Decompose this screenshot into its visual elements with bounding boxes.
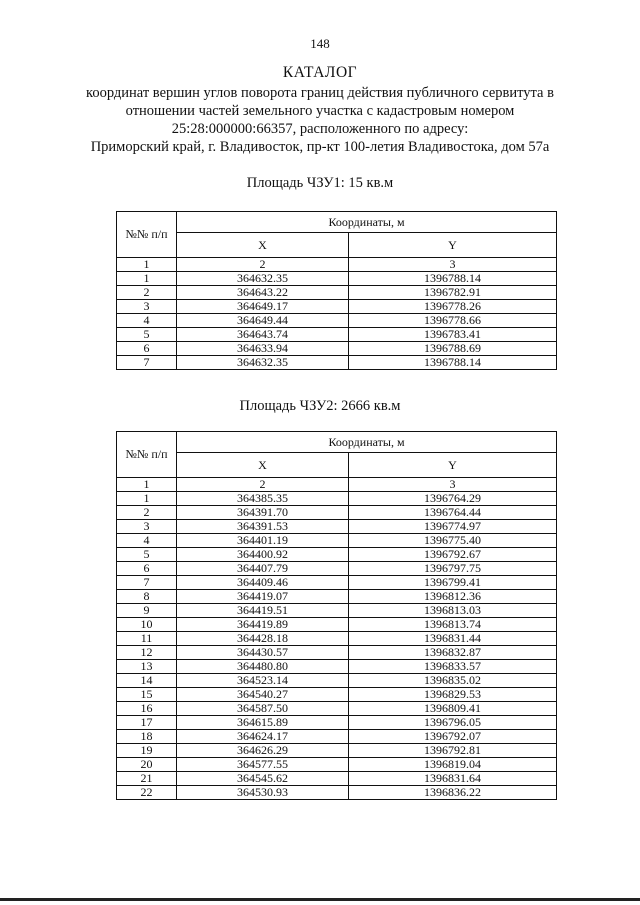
catalog-heading [30,64,610,156]
point-number-cell: 7 [117,576,177,590]
point-number-cell: 7 [117,356,177,370]
x-coordinate-cell: 364649.17 [177,300,349,314]
point-number-cell: 2 [117,506,177,520]
y-coordinate-cell: 1396792.07 [349,730,557,744]
table-row [117,688,557,702]
table-row [117,548,557,562]
y-coordinate-cell: 1396812.36 [349,590,557,604]
x-coordinate-cell: 364643.22 [177,286,349,300]
y-coordinate-cell: 1396835.02 [349,674,557,688]
y-coordinate-cell: 1396764.29 [349,492,557,506]
bottom-rule [0,898,640,901]
x-coordinate-cell: 364624.17 [177,730,349,744]
y-coordinate-cell: 1396792.81 [349,744,557,758]
y-coordinate-cell: 1396819.04 [349,758,557,772]
table-row [117,702,557,716]
header-num: №№ п/п [117,432,177,478]
x-coordinate-cell: 364626.29 [177,744,349,758]
point-number-cell: 6 [117,342,177,356]
table-row [117,758,557,772]
point-number-cell: 8 [117,590,177,604]
heading-line: 25:28:000000:66357, расположенного по адресу: [171,121,469,137]
point-number-cell: 1 [117,492,177,506]
table-row [117,716,557,730]
header-y: Y [349,453,557,478]
table-row [117,520,557,534]
table-row [117,744,557,758]
x-coordinate-cell: 364480.80 [177,660,349,674]
y-coordinate-cell: 1396799.41 [349,576,557,590]
header-num: №№ п/п [117,212,177,258]
table-row [117,314,557,328]
y-coordinate-cell: 1396788.14 [349,356,557,370]
point-number-cell: 14 [117,674,177,688]
coordinates-table-czu1 [116,211,557,370]
table-row [117,506,557,520]
point-number-cell: 1 [117,272,177,286]
y-coordinate-cell: 1396829.53 [349,688,557,702]
point-number-cell: 16 [117,702,177,716]
x-coordinate-cell: 364545.62 [177,772,349,786]
point-number-cell: 10 [117,618,177,632]
y-coordinate-cell: 1396809.41 [349,702,557,716]
y-coordinate-cell: 1396832.87 [349,646,557,660]
table-row [117,562,557,576]
x-coordinate-cell: 364633.94 [177,342,349,356]
point-number-cell: 4 [117,534,177,548]
x-coordinate-cell: 364428.18 [177,632,349,646]
y-coordinate-cell: 1396831.44 [349,632,557,646]
x-coordinate-cell: 364540.27 [177,688,349,702]
y-coordinate-cell: 1396788.69 [349,342,557,356]
table-row [117,492,557,506]
y-coordinate-cell: 1396783.41 [349,328,557,342]
table-body [117,272,557,370]
point-number-cell: 18 [117,730,177,744]
table-row [117,618,557,632]
column-index: 3 [349,478,557,492]
header-y: Y [349,233,557,258]
point-number-cell: 5 [117,328,177,342]
point-number-cell: 21 [117,772,177,786]
point-number-cell: 20 [117,758,177,772]
point-number-cell: 9 [117,604,177,618]
y-coordinate-cell: 1396796.05 [349,716,557,730]
header-coordinates: Координаты, м [177,432,557,453]
x-coordinate-cell: 364643.74 [177,328,349,342]
x-coordinate-cell: 364419.89 [177,618,349,632]
point-number-cell: 15 [117,688,177,702]
x-coordinate-cell: 364632.35 [177,272,349,286]
x-coordinate-cell: 364400.92 [177,548,349,562]
header-coordinates: Координаты, м [177,212,557,233]
table-row [117,328,557,342]
x-coordinate-cell: 364407.79 [177,562,349,576]
column-index-row [117,478,557,492]
table-row [117,342,557,356]
y-coordinate-cell: 1396788.14 [349,272,557,286]
table-row [117,534,557,548]
table-row [117,730,557,744]
table-row [117,604,557,618]
heading-line: координат вершин углов поворота границ действия публичного сервитута в [86,85,554,101]
header-x: X [177,233,349,258]
table-row [117,674,557,688]
x-coordinate-cell: 364587.50 [177,702,349,716]
column-index: 2 [177,478,349,492]
point-number-cell: 6 [117,562,177,576]
point-number-cell: 3 [117,300,177,314]
x-coordinate-cell: 364401.19 [177,534,349,548]
y-coordinate-cell: 1396833.57 [349,660,557,674]
table-row [117,300,557,314]
x-coordinate-cell: 364430.57 [177,646,349,660]
address-line: Приморский край, г. Владивосток, пр-кт 100-летия Владивостока, дом 57а [90,139,550,155]
x-coordinate-cell: 364419.07 [177,590,349,604]
page-number: 148 [310,36,330,51]
table-row [117,632,557,646]
heading-line: отношении частей земельного участка с кадастровым номером [125,103,515,119]
x-coordinate-cell: 364391.70 [177,506,349,520]
area-label-czu2: Площадь ЧЗУ2: 2666 кв.м [239,398,401,414]
y-coordinate-cell: 1396831.64 [349,772,557,786]
y-coordinate-cell: 1396813.74 [349,618,557,632]
table-row [117,786,557,800]
column-index-row [117,258,557,272]
x-coordinate-cell: 364419.51 [177,604,349,618]
point-number-cell: 3 [117,520,177,534]
point-number-cell: 13 [117,660,177,674]
point-number-cell: 19 [117,744,177,758]
x-coordinate-cell: 364391.53 [177,520,349,534]
table-row [117,272,557,286]
header-x: X [177,453,349,478]
point-number-cell: 12 [117,646,177,660]
y-coordinate-cell: 1396764.44 [349,506,557,520]
y-coordinate-cell: 1396797.75 [349,562,557,576]
x-coordinate-cell: 364632.35 [177,356,349,370]
table-row [117,590,557,604]
catalog-title: КАТАЛОГ [282,64,358,81]
y-coordinate-cell: 1396775.40 [349,534,557,548]
point-number-cell: 17 [117,716,177,730]
x-coordinate-cell: 364530.93 [177,786,349,800]
point-number-cell: 4 [117,314,177,328]
point-number-cell: 5 [117,548,177,562]
point-number-cell: 2 [117,286,177,300]
column-index: 1 [117,478,177,492]
x-coordinate-cell: 364385.35 [177,492,349,506]
point-number-cell: 11 [117,632,177,646]
area-label-czu1: Площадь ЧЗУ1: 15 кв.м [246,175,394,191]
table-row [117,356,557,370]
table-row [117,660,557,674]
table-row [117,286,557,300]
y-coordinate-cell: 1396836.22 [349,786,557,800]
y-coordinate-cell: 1396778.26 [349,300,557,314]
x-coordinate-cell: 364615.89 [177,716,349,730]
coordinates-table-czu2 [116,431,557,800]
y-coordinate-cell: 1396774.97 [349,520,557,534]
y-coordinate-cell: 1396813.03 [349,604,557,618]
x-coordinate-cell: 364649.44 [177,314,349,328]
column-index: 3 [349,258,557,272]
y-coordinate-cell: 1396778.66 [349,314,557,328]
column-index: 1 [117,258,177,272]
y-coordinate-cell: 1396782.91 [349,286,557,300]
y-coordinate-cell: 1396792.67 [349,548,557,562]
column-index: 2 [177,258,349,272]
point-number-cell: 22 [117,786,177,800]
x-coordinate-cell: 364409.46 [177,576,349,590]
table-row [117,646,557,660]
table-row [117,772,557,786]
table-body [117,492,557,800]
table-row [117,576,557,590]
x-coordinate-cell: 364523.14 [177,674,349,688]
x-coordinate-cell: 364577.55 [177,758,349,772]
